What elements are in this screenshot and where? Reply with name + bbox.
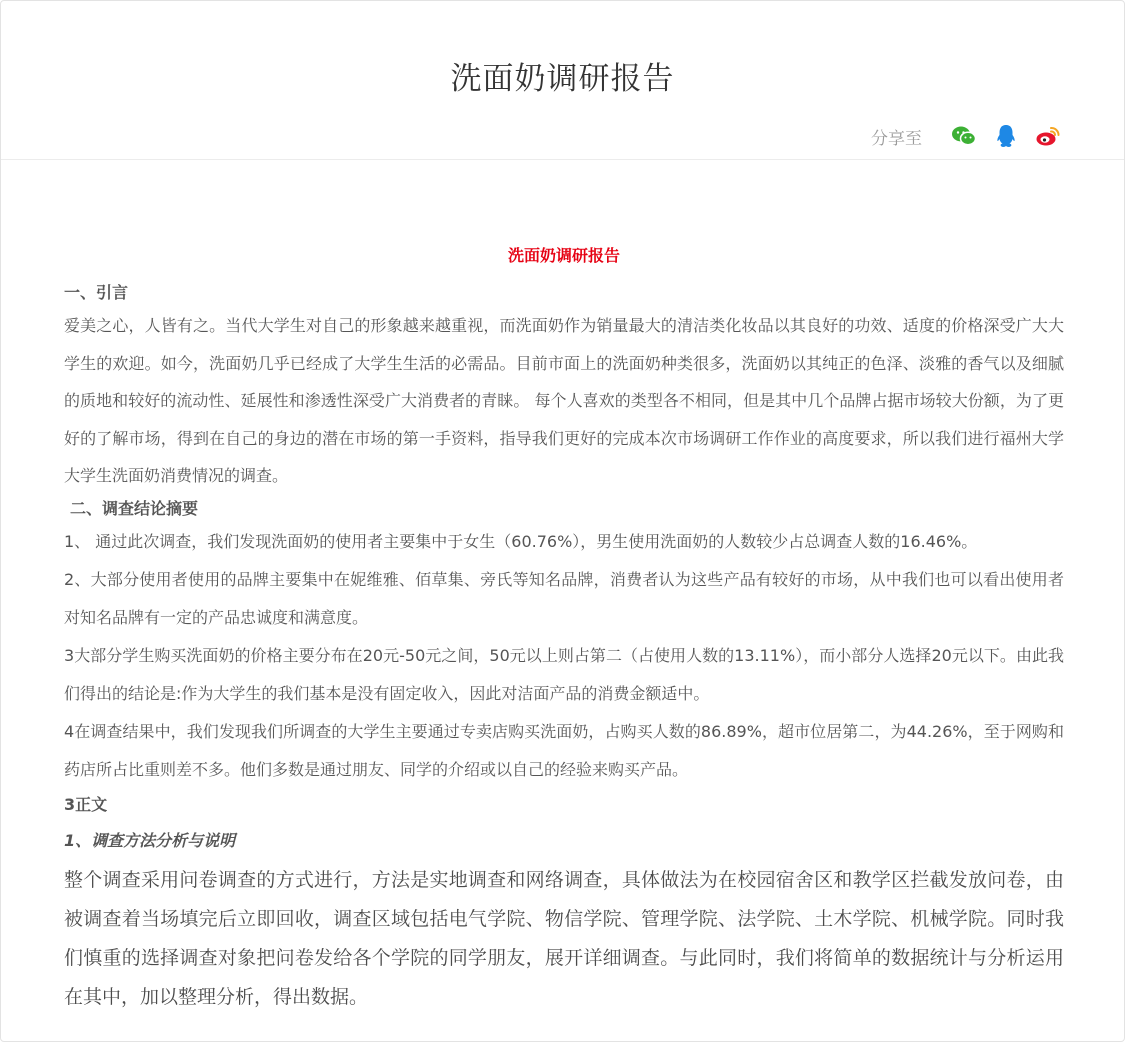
summary-point-2: 2、大部分使用者使用的品牌主要集中在妮维雅、佰草集、旁氏等知名品牌，消费者认为这些产品有较好的市场，从中我们也可以看出使用者对知名品牌有一定的产品忠诚度和满意度。 xyxy=(64,570,1064,627)
page-title: 洗面奶调研报告 xyxy=(450,61,675,97)
qq-icon[interactable] xyxy=(992,122,1020,150)
weibo-icon[interactable] xyxy=(1034,122,1062,150)
article-title: 洗面奶调研报告 xyxy=(507,246,620,265)
share-bar xyxy=(871,121,1062,151)
share-label: 分享至 xyxy=(871,128,922,149)
summary-point-1: 1、 通过此次调查，我们发现洗面奶的使用者主要集中于女生（60.76%），男生使用洗面奶的人数较少占总调查人数的16.46%。 xyxy=(64,531,978,551)
intro-paragraph: 爱美之心，人皆有之。当代大学生对自己的形象越来越重视，而洗面奶作为销量最大的清洁类化妆品以其良好的功效、适度的价格深受广大大学生的欢迎。如今，洗面奶几乎已经成了大学生生活的必需品。目前市面上的洗面奶种类很多，洗面奶以其纯正的色泽、淡雅的香气以及细腻的质地和较好的流动性、延展性和渗透性深受广大消费者的青睐。 每个人喜欢的类型各不相同，但是其中几个品牌占据市场较大份额，为了更好的了解市场，得到在自己的身边的潜在市场的第一手资料，指导我们更好的完成本次市场调研工作作业的高度要求，所以我们进行福州大学大学生洗面奶消费情况的调查。 xyxy=(64,316,1064,485)
section-heading-summary: 二、调查结论摘要 xyxy=(70,498,199,518)
page-header xyxy=(1,1,1124,160)
article-body xyxy=(64,244,1064,1018)
section-heading-intro: 一、引言 xyxy=(64,283,129,302)
subsection-heading-method: 1、调查方法分析与说明 xyxy=(64,831,236,850)
method-paragraph: 整个调查采用问卷调查的方式进行，方法是实地调查和网络调查，具体做法为在校园宿舍区和教学区拦截发放问卷，由被调查着当场填完后立即回收，调查区域包括电气学院、物信学院、管理学院、法学院、土木学院、机械学院。同时我们慎重的选择调查对象把问卷发给各个学院的同学朋友，展开详细调查。与此同时，我们将简单的数据统计与分析运用在其中，加以整理分析，得出数据。 xyxy=(64,869,1064,1008)
section-heading-body: 3正文 xyxy=(64,795,108,814)
wechat-icon[interactable] xyxy=(950,122,978,150)
summary-point-3: 3大部分学生购买洗面奶的价格主要分布在20元-50元之间，50元以上则占第二（占使用人数的13.11%），而小部分人选择20元以下。由此我们得出的结论是:作为大学生的我们基本是没有固定收入，因此对洁面产品的消费金额适中。 xyxy=(64,646,1064,703)
summary-point-4: 4在调查结果中，我们发现我们所调查的大学生主要通过专卖店购买洗面奶，占购买人数的86.89%，超市位居第二，为44.26%，至于网购和药店所占比重则差不多。他们多数是通过朋友、同学的介绍或以自己的经验来购买产品。 xyxy=(64,722,1064,779)
